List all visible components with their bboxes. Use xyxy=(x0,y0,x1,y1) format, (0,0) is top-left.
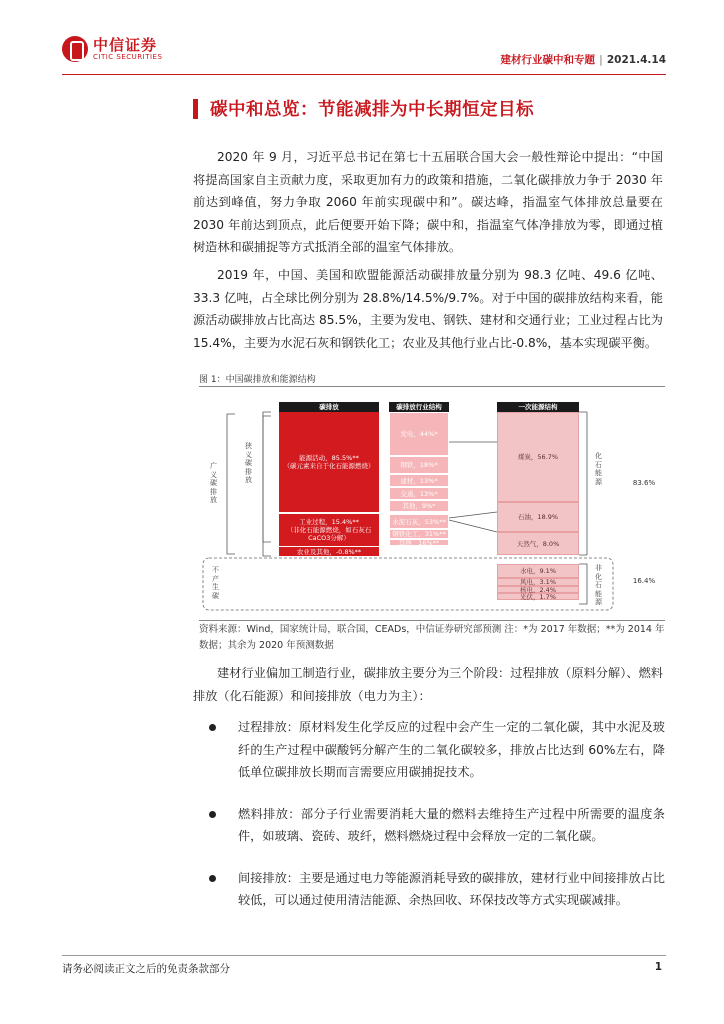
title-accent-bar xyxy=(193,99,198,119)
paragraph-1: 2020 年 9 月，习近平总书记在第七十五届联合国大会一般性辩论中提出：“中国将提高国家自主贡献力度，采取更加有力的政策和措施，二氧化碳排放力争于 2030 年前达到峰值，努力争取 2060 年前实现碳中和”。碳达峰，指温室气体排放总量要在 2030 年前达到顶点，此后便要开始下降；碳中和，指温室气体净排放为零，即通过植树造林和碳捕捉等方式抵消全部的温室气体排放。 xyxy=(193,150,663,254)
logo-cn-text: 中信证券 xyxy=(93,35,158,54)
label-narrow-emission: 狭义碳排放 xyxy=(245,442,252,484)
label-broad-emission: 广义碳排放 xyxy=(210,462,217,504)
process-other: 其他，16%** xyxy=(389,539,449,546)
section-title-text: 碳中和总览：节能减排为中长期恒定目标 xyxy=(210,100,534,120)
bullet-indirect-emission xyxy=(193,867,665,912)
page-number: 1 xyxy=(654,961,662,973)
footer-disclaimer: 请务必阅读正文之后的免责条款部分 xyxy=(62,963,230,975)
header-divider xyxy=(62,74,666,75)
label-nonfossil-energy: 非化石能源 xyxy=(595,564,602,606)
paragraph-2: 2019 年，中国、美国和欧盟能源活动碳排放量分别为 98.3 亿吨、49.6 亿吨、33.3 亿吨，占全球比例分别为 28.8%/14.5%/9.7%。对于中国的碳排放结构来看，能源活动碳排放占比高达 85.5%，主要为发电、钢铁、建材和交通行业；工业过程占比为 15.4%，主要为水泥石灰和钢铁化工；农业及其他行业占比-0.8%，基本实现碳平衡。 xyxy=(193,268,663,350)
figure-source-note: 资料来源：Wind，国家统计局，联合国，CEADs，中信证券研究部预测 注：*为 2017 年数据；**为 2014 年数据；其余为 2020 年预测数据 xyxy=(199,620,665,654)
bullet-text: 过程排放：原材料发生化学反应的过程中会产生一定的二氧化碳，其中水泥及玻纤的生产过程中碳酸钙分解产生的二氧化碳较多，排放占比达到 60%左右，降低单位碳排放长期而言需要应用碳捕捉技术。 xyxy=(238,720,665,779)
industry-power: 发电，44%* xyxy=(389,412,449,456)
bullet-dot-icon xyxy=(209,811,216,818)
energy-solar: 光伏，1.7% xyxy=(497,593,579,600)
energy-oil: 石油，18.9% xyxy=(497,502,579,532)
bullet-list xyxy=(193,716,665,931)
industry-other: 其他，9%* xyxy=(389,500,449,512)
process-steel-chemical: 钢铁化工，31%** xyxy=(389,529,449,539)
emission-agriculture: 农业及其他，-0.8%** xyxy=(279,547,379,556)
bullet-text: 间接排放：主要是通过电力等能源消耗导致的碳排放，建材行业中间接排放占比较低，可以通过使用清洁能源、余热回收、环保技改等方式实现碳减排。 xyxy=(238,870,665,907)
report-date: 2021.4.14 xyxy=(606,54,666,66)
fossil-share: 83.6% xyxy=(632,479,656,487)
label-fossil-energy: 化石能源 xyxy=(595,452,602,486)
energy-gas: 天然气，8.0% xyxy=(497,532,579,555)
figure-caption: 图 1：中国碳排放和能源结构 xyxy=(199,375,316,385)
header-industry: 碳排放行业结构 xyxy=(389,402,449,412)
header-energy: 一次能源结构 xyxy=(497,402,579,412)
energy-wind: 风电，3.1% xyxy=(497,578,579,586)
bullet-text: 燃料排放：部分子行业需要消耗大量的燃料去维持生产过程中所需要的温度条件，如玻璃、瓷砖、玻纤，燃料燃烧过程中会释放一定的二氧化碳。 xyxy=(238,806,665,843)
bullet-dot-icon xyxy=(209,875,216,882)
energy-nuclear: 核电，2.4% xyxy=(497,586,579,593)
emission-energy-activity: 能源活动，85.5%** （碳元素来自于化石能源燃烧） xyxy=(279,412,379,512)
paragraph-3: 建材行业偏加工制造行业，碳排放主要分为三个阶段：过程排放（原料分解）、燃料排放（化石能源）和间接排放（电力为主）： xyxy=(193,666,663,703)
industry-building-materials: 建材，13%* xyxy=(389,474,449,487)
bullet-dot-icon xyxy=(209,724,216,731)
page-header xyxy=(62,36,666,74)
section-heading xyxy=(193,96,534,121)
process-cement-lime: 水泥石灰，53%** xyxy=(389,514,449,529)
industry-transport: 交通，13%* xyxy=(389,487,449,500)
energy-hydro: 水电，9.1% xyxy=(497,564,579,578)
energy-coal: 煤炭，56.7% xyxy=(497,412,579,502)
label-no-carbon: 不产生碳 xyxy=(212,566,219,600)
company-logo xyxy=(62,36,162,62)
report-section: 建材行业碳中和专题 xyxy=(500,54,596,66)
bullet-fuel-emission xyxy=(193,803,665,848)
footer-divider xyxy=(62,955,666,956)
header-emission: 碳排放 xyxy=(279,402,379,412)
nonfossil-share: 16.4% xyxy=(632,577,656,585)
emission-industrial-process: 工业过程，15.4%** （非化石能源燃烧，如石灰石 CaCO3分解） xyxy=(279,514,379,546)
carbon-structure-diagram xyxy=(199,392,665,618)
citic-logo-icon xyxy=(62,36,88,62)
header-separator: | xyxy=(599,54,603,66)
logo-en-text: CITIC SECURITIES xyxy=(93,52,163,61)
figure-top-rule xyxy=(199,386,665,387)
header-meta xyxy=(501,52,666,67)
industry-steel: 钢铁，18%* xyxy=(389,456,449,474)
bullet-process-emission xyxy=(193,716,665,784)
